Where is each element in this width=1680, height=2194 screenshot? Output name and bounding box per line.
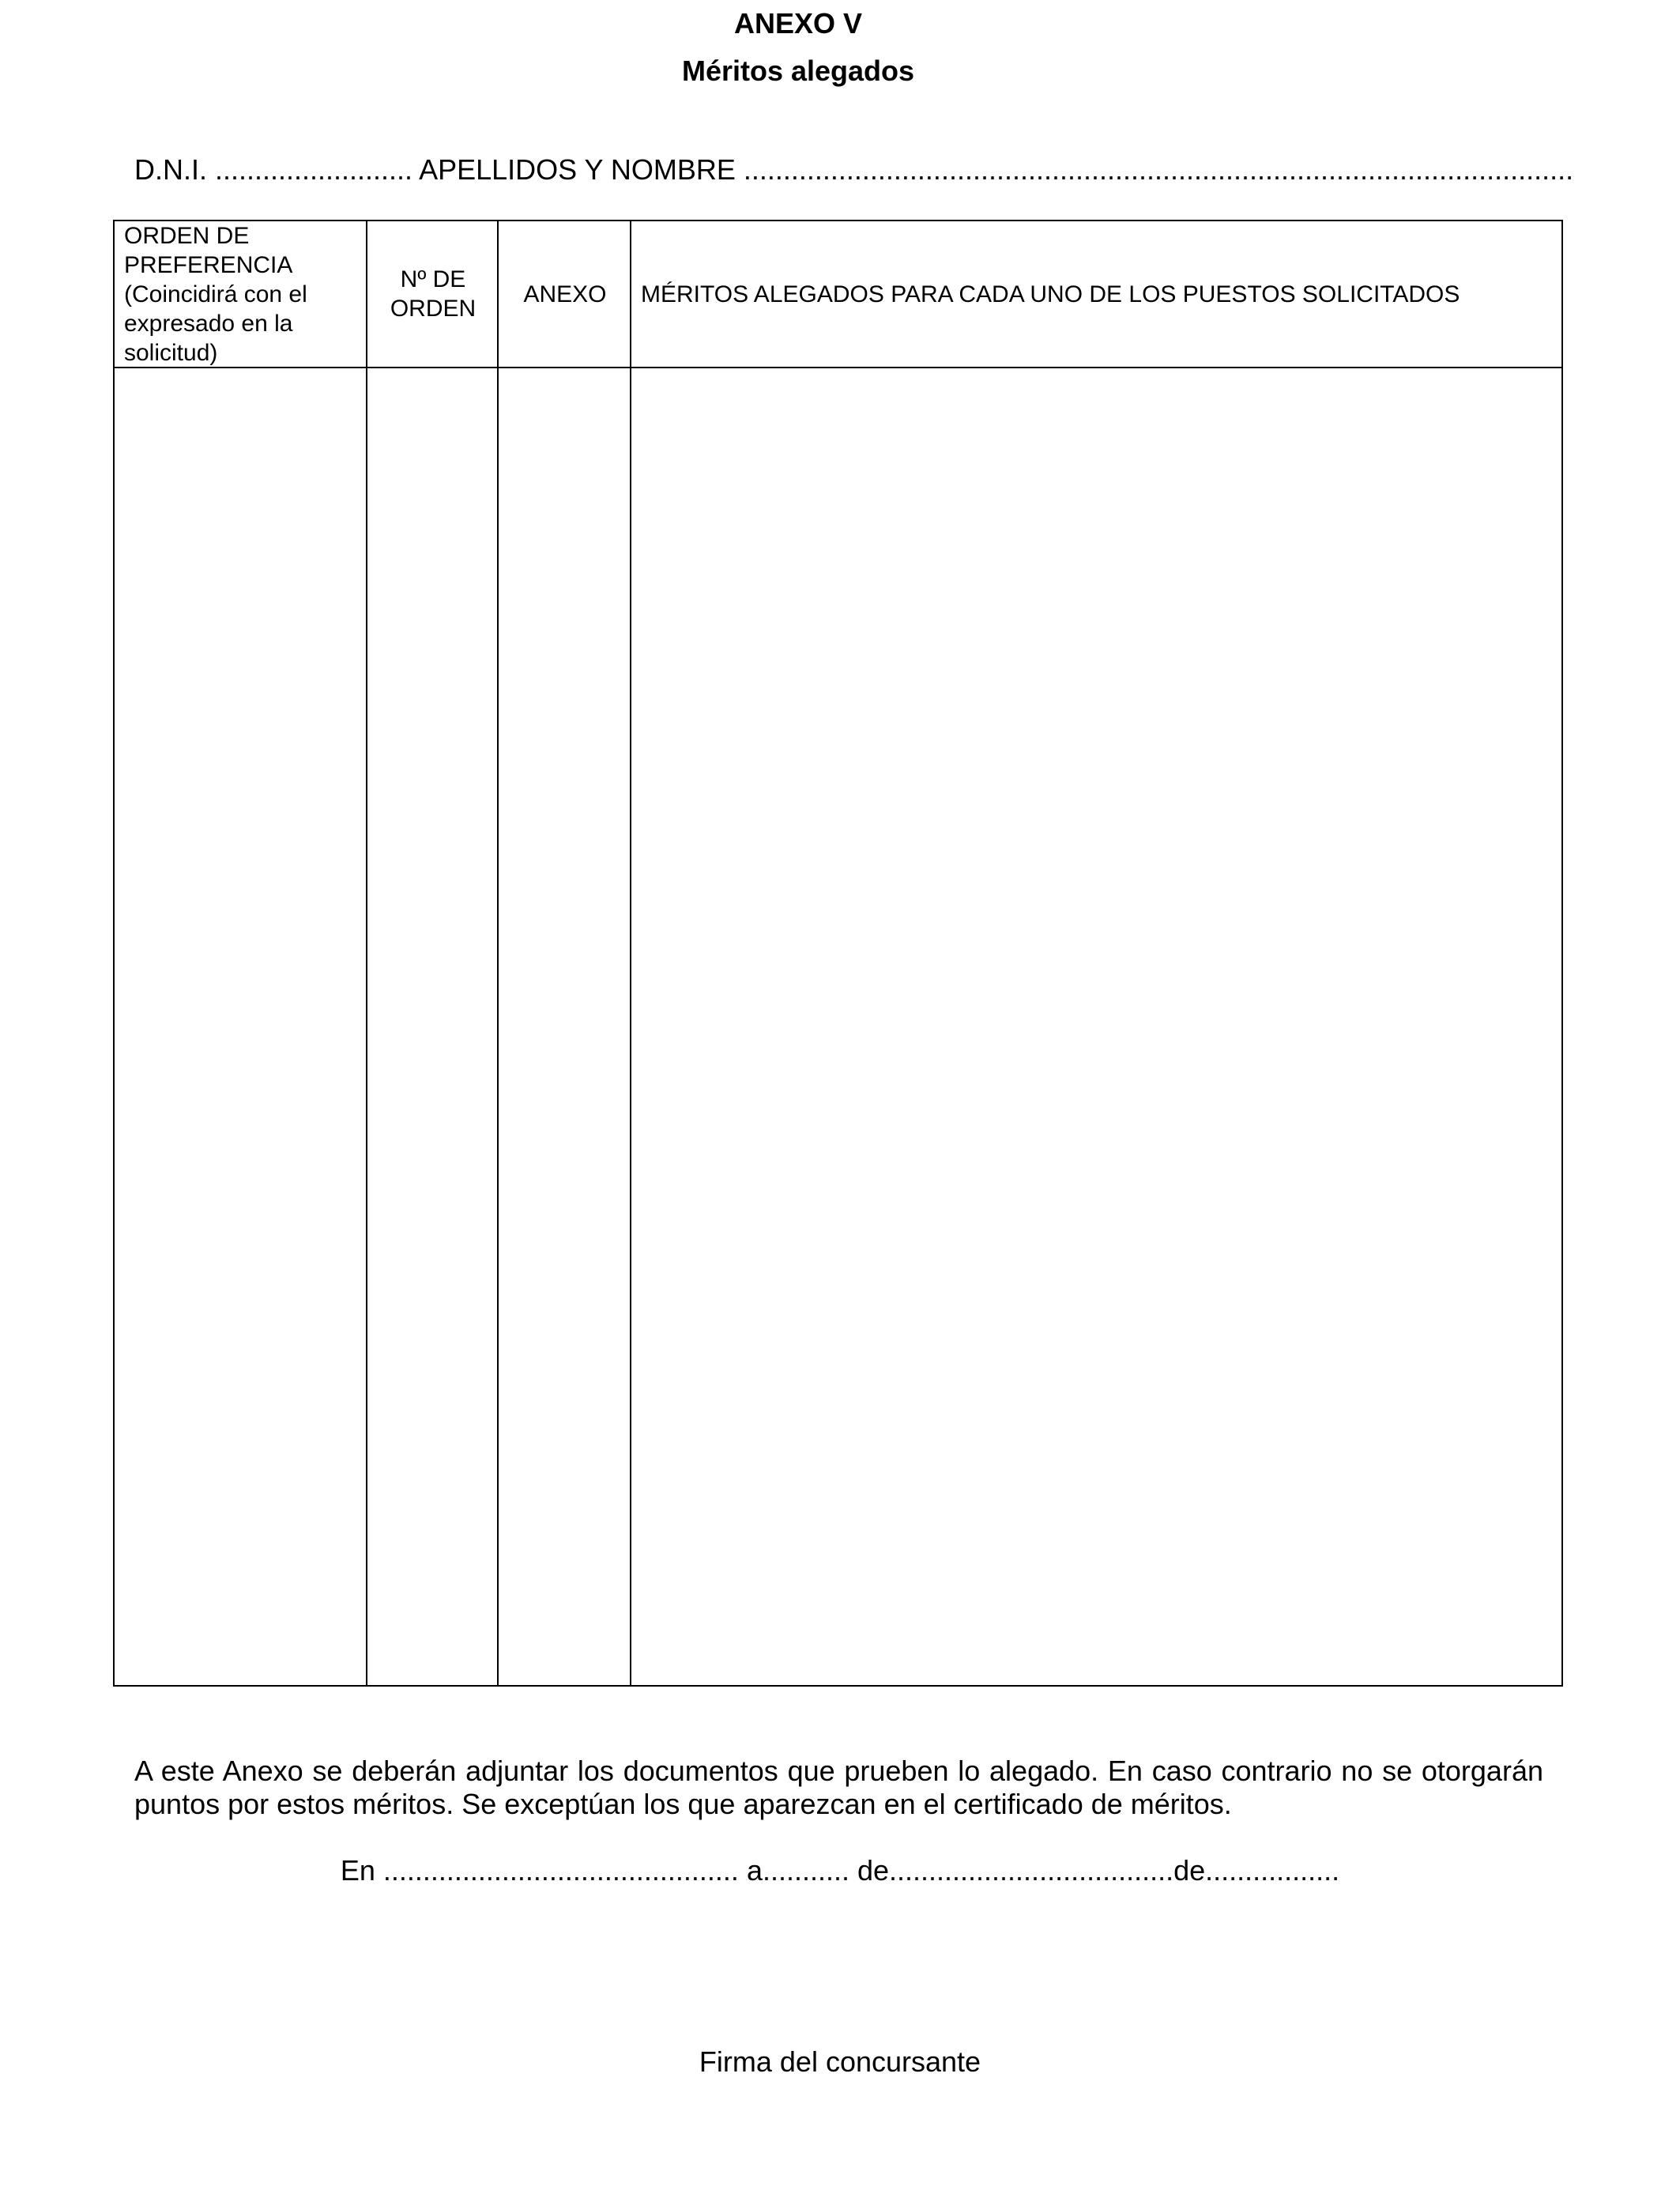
page-title: ANEXO V <box>733 7 863 40</box>
dni-name-field-line: D.N.I. ......................... APELLIDOS Y NOMBRE ......................................................................................................... <box>134 153 1574 186</box>
column-header-label: Nº DE ORDEN <box>390 266 477 322</box>
table-column-divider <box>366 221 367 1685</box>
signature-label: Firma del concursante <box>699 2045 981 2078</box>
page-subtitle: Méritos alegados <box>681 55 915 87</box>
column-header-anexo <box>499 221 631 367</box>
place-date-line: En ............................................. a........... de....................................de................. <box>340 1854 1340 1887</box>
instructions-note: A este Anexo se deberán adjuntar los documentos que prueben lo alegado. En caso contrario no se otorgarán puntos por estos méritos. Se exceptúan los que aparezcan en el certificado de méritos. <box>134 1755 1543 1820</box>
column-header-meritos <box>641 221 1558 367</box>
column-header-orden-preferencia <box>124 221 361 367</box>
column-header-label: MÉRITOS ALEGADOS PARA CADA UNO DE LOS PUESTOS SOLICITADOS <box>641 281 1460 307</box>
column-header-numero-orden <box>367 221 499 367</box>
table-column-divider <box>630 221 631 1685</box>
table-column-divider <box>497 221 499 1685</box>
column-header-label: ANEXO <box>523 281 607 307</box>
merits-table <box>113 220 1563 1687</box>
column-header-label: ORDEN DE PREFERENCIA (Coincidirá con el expresado en la solicitud) <box>124 222 307 366</box>
